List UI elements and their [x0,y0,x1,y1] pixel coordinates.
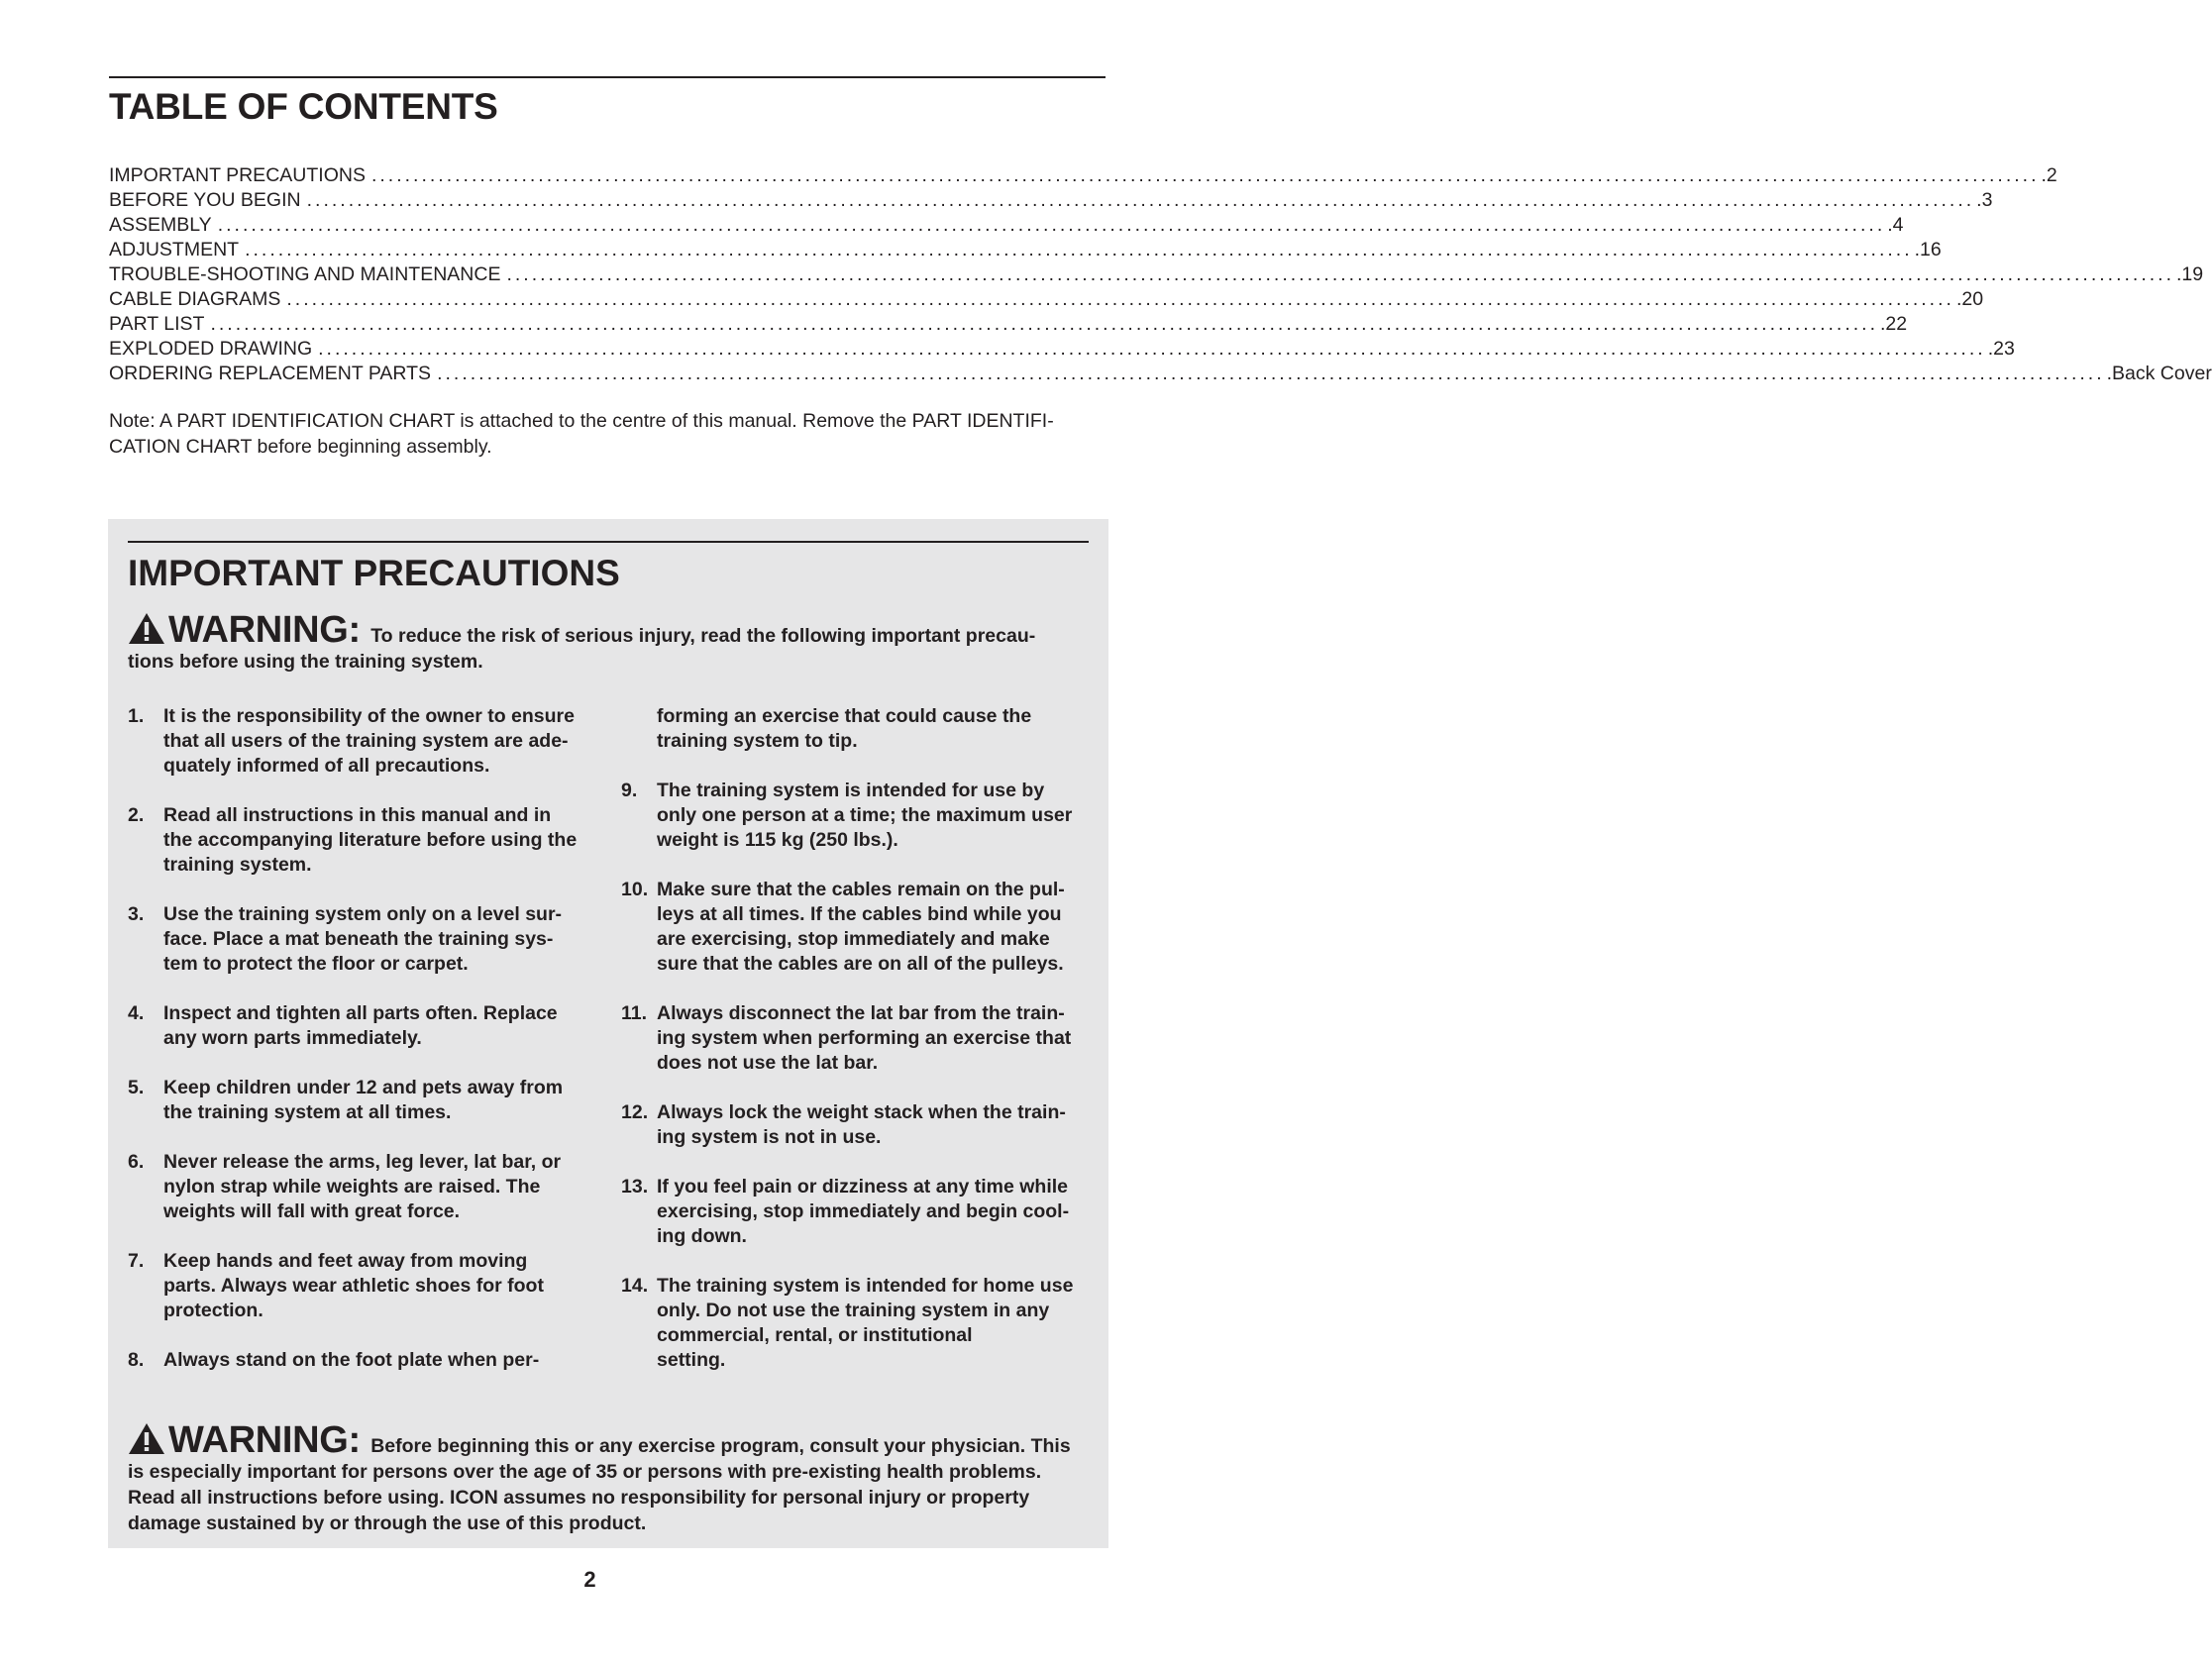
item-line: the training system at all times. [163,1101,452,1123]
precautions-left-column [128,704,593,1398]
item-number: 13. [621,1176,649,1198]
precaution-item [128,1076,593,1125]
precautions-list [128,704,1089,1398]
toc-note [109,408,1106,460]
item-line: Make sure that the cables remain on the pul- [657,879,1065,900]
precautions-title: IMPORTANT PRECAUTIONS [128,553,620,593]
toc-leader-dots: ........................................................................................................................................................................................................ [210,313,1878,335]
precaution-item [621,1175,1089,1249]
toc-entry-page: .20 [1955,288,1984,310]
item-number: 5. [128,1077,145,1098]
item-line: tem to protect the floor or carpet. [163,953,469,975]
item-number: 4. [128,1002,145,1024]
item-line: leys at all times. If the cables bind while you [657,903,1062,925]
toc-entry[interactable] [109,337,2015,362]
warning-triangle-icon [128,1422,165,1455]
table-of-contents [109,76,2212,460]
warning-text: To reduce the risk of serious injury, read the following important precau- [370,625,1036,647]
toc-leader-dots: ........................................................................................................................................................................................................ [370,164,2040,186]
item-line: commercial, rental, or institutional [657,1324,973,1346]
item-line: nylon strap while weights are raised. The [163,1176,541,1198]
precautions-right-column [621,704,1089,1398]
toc-leader-dots: ........................................................................................................................................................................................................ [286,288,1954,310]
precaution-item [621,1274,1089,1373]
precaution-item [128,1348,593,1373]
toc-entry-label: ADJUSTMENT [109,239,240,261]
item-number: 10. [621,879,649,900]
toc-entry-label: EXPLODED DRAWING [109,338,313,360]
item-number: 6. [128,1151,145,1173]
item-line: only one person at a time; the maximum user [657,804,1073,826]
item-line: The training system is intended for home use [657,1275,1074,1297]
toc-entry-page: .16 [1914,239,1942,261]
item-number: 14. [621,1275,649,1297]
toc-entry[interactable] [109,362,2212,386]
precaution-item-continued [621,704,1089,754]
item-line: the accompanying literature before using the [163,829,578,851]
precaution-item [621,878,1089,977]
precaution-item [128,1249,593,1323]
warning-text: damage sustained by or through the use of this product. [128,1512,647,1534]
toc-entry[interactable] [109,188,1993,213]
toc-entry-label: ORDERING REPLACEMENT PARTS [109,363,432,384]
page-number: 2 [583,1567,596,1592]
item-number: 3. [128,903,145,925]
item-line: setting. [657,1349,726,1371]
toc-entry[interactable] [109,238,1942,262]
item-number: 1. [128,705,145,727]
item-line: Always lock the weight stack when the train- [657,1101,1066,1123]
item-line: does not use the lat bar. [657,1052,879,1074]
warning-triangle-icon [128,612,165,645]
item-line: exercising, stop immediately and begin cool- [657,1200,1070,1222]
warning-text: Read all instructions before using. ICON assumes no responsibility for personal injury or property [128,1487,1030,1509]
item-line: ing system when performing an exercise that [657,1027,1072,1049]
precautions-panel [108,519,1108,1548]
item-line: Never release the arms, leg lever, lat bar, or [163,1151,562,1173]
precaution-item [128,704,593,779]
toc-entry[interactable] [109,312,1908,337]
item-line: If you feel pain or dizziness at any time while [657,1176,1069,1198]
item-number: 7. [128,1250,145,1272]
toc-entry-label: PART LIST [109,313,205,335]
warning-physician [128,1419,1094,1536]
toc-entry-page: .2 [2041,164,2057,186]
item-line: ing down. [657,1225,747,1247]
toc-leader-dots: ........................................................................................................................................................................................................ [506,263,2175,285]
item-line: weights will fall with great force. [163,1200,461,1222]
warning-text: is especially important for persons over the age of 35 or persons with pre-existing health problems. [128,1461,1042,1483]
toc-entry-page: .22 [1880,313,1908,335]
precautions-content [128,541,1089,1398]
item-line: weight is 115 kg (250 lbs.). [657,829,898,851]
toc-entry[interactable] [109,163,2057,188]
item-line: training system to tip. [657,730,858,752]
toc-entry-page: .3 [1976,189,1993,211]
item-line: Always stand on the foot plate when per- [163,1349,540,1371]
toc-note-line: Note: A PART IDENTIFICATION CHART is attached to the centre of this manual. Remove the PART IDENTIFI- [109,410,1054,432]
item-line: forming an exercise that could cause the [657,705,1032,727]
toc-list [109,163,2212,386]
warning-text: tions before using the training system. [128,651,483,673]
precaution-item [128,902,593,977]
toc-entry[interactable] [109,262,2204,287]
toc-note-line: CATION CHART before beginning assembly. [109,436,492,458]
toc-top-rule [109,76,1106,78]
warning-text: Before beginning this or any exercise program, consult your physician. This [370,1435,1071,1457]
item-line: protection. [163,1300,263,1321]
precaution-item [128,803,593,878]
item-line: Keep children under 12 and pets away from [163,1077,564,1098]
toc-leader-dots: ........................................................................................................................................................................................................ [306,189,1975,211]
warning-intro [128,609,1089,675]
item-line: that all users of the training system are ade- [163,730,569,752]
item-number: 8. [128,1349,145,1371]
precaution-item [128,1001,593,1051]
item-line: Inspect and tighten all parts often. Replace [163,1002,558,1024]
precaution-item [621,1001,1089,1076]
item-line: Always disconnect the lat bar from the train- [657,1002,1065,1024]
toc-entry-label: BEFORE YOU BEGIN [109,189,301,211]
precautions-top-rule [128,541,1089,543]
item-line: face. Place a mat beneath the training sys- [163,928,554,950]
warning-heading [128,609,370,651]
precaution-item [621,1100,1089,1150]
item-line: Use the training system only on a level sur- [163,903,563,925]
item-line: It is the responsibility of the owner to ensure [163,705,575,727]
precaution-item [128,1150,593,1224]
toc-entry-label: IMPORTANT PRECAUTIONS [109,164,366,186]
item-number: 9. [621,780,638,801]
toc-entry[interactable] [109,213,1904,238]
item-line: only. Do not use the training system in any [657,1300,1050,1321]
toc-entry-label: ASSEMBLY [109,214,212,236]
toc-leader-dots: ........................................................................................................................................................................................................ [437,363,2105,384]
warning-label: WARNING: [168,609,361,651]
item-line: any worn parts immediately. [163,1027,422,1049]
item-line: Read all instructions in this manual and in [163,804,552,826]
toc-title: TABLE OF CONTENTS [109,86,498,127]
toc-entry-page: .4 [1887,214,1904,236]
item-line: The training system is intended for use by [657,780,1045,801]
item-line: sure that the cables are on all of the pulleys. [657,953,1064,975]
item-line: training system. [163,854,312,876]
toc-leader-dots: ........................................................................................................................................................................................................ [245,239,1913,261]
toc-entry-page: .Back Cover [2106,363,2212,384]
item-line: are exercising, stop immediately and make [657,928,1050,950]
warning-heading [128,1419,370,1461]
toc-entry[interactable] [109,287,1984,312]
item-line: Keep hands and feet away from moving [163,1250,528,1272]
item-line: quately informed of all precautions. [163,755,490,777]
precaution-item [621,779,1089,853]
item-line: ing system is not in use. [657,1126,882,1148]
toc-leader-dots: ........................................................................................................................................................................................................ [318,338,1986,360]
item-number: 2. [128,804,145,826]
item-number: 11. [621,1002,648,1024]
toc-entry-page: .23 [1987,338,2015,360]
toc-entry-page: .19 [2176,263,2204,285]
toc-entry-label: CABLE DIAGRAMS [109,288,281,310]
toc-leader-dots: ........................................................................................................................................................................................................ [217,214,1886,236]
item-line: parts. Always wear athletic shoes for foot [163,1275,544,1297]
item-number: 12. [621,1101,649,1123]
toc-entry-label: TROUBLE-SHOOTING AND MAINTENANCE [109,263,501,285]
warning-label: WARNING: [168,1419,361,1461]
